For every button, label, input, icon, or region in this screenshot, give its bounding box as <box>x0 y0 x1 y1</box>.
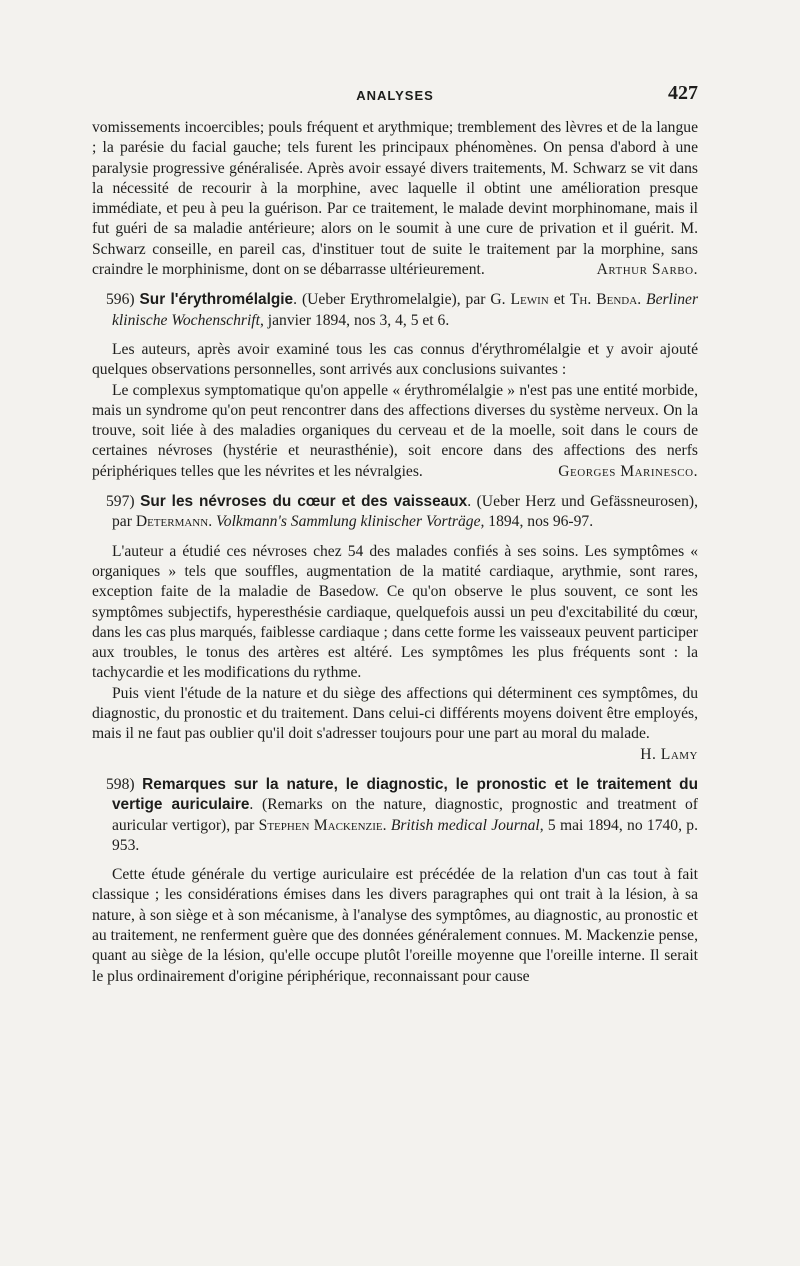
entry-journal: British medical Journal <box>390 816 540 834</box>
entry-journal: Volkmann's Sammlung klinischer Vorträge, <box>215 513 485 531</box>
intro-signature: Arthur Sarbo. <box>596 261 698 279</box>
entry-reference: . <box>382 816 391 834</box>
entry-signature: Georges Marinesco. <box>558 462 698 480</box>
entry-heading <box>92 290 698 331</box>
entry-reference: . (Ueber Herz und Gefässneurosen), par <box>112 493 698 531</box>
entry-paragraph-text: Le complexus symptomatique qu'on appelle « érythromélalgie » n'est pas une entité morbide, mais un syndrome qu'on peut rencontrer dans des affections diverses du système nerveux. On la trouve, soit liée à des maladies organiques du cerveau et de la moelle, soit dans le cours de certaines névroses (hystérie et neurasthénie), soit encore dans des affections des nerfs périphériques telles que les névrites et les névralgies. <box>92 381 698 480</box>
entry-signature: H. Lamy <box>640 745 698 763</box>
entry-number: 597) <box>106 493 135 511</box>
entry-author: Lewin <box>510 291 549 309</box>
entry-heading <box>92 492 698 533</box>
entry-author: Stephen Mackenzie <box>258 816 383 834</box>
entry-paragraph <box>92 684 698 765</box>
entry-number: 598) <box>106 775 135 793</box>
entry-reference: . <box>208 513 216 531</box>
entry-title: Sur l'érythromélalgie <box>139 291 294 309</box>
entry-paragraph: L'auteur a étudié ces névroses chez 54 des malades confiés à ses soins. Les symptômes « organiques » tels que souffles, augmentation de la matité cardiaque, arythmie, sont rares, exception faite de la maladie de Basedow. Ce qu'on observe le plus souvent, ce sont les symptômes subjectifs, hyperesthésie cardiaque, quelquefois aussi un peu d'excitabilité du cœur, dans les cas plus marqués, faiblesse cardiaque ; dans cette forme les vaisseaux peuvent participer aux troubles, le tonus des artères est altéré. Les symptômes les plus fréquents sont : la tachycardie et les modifications du rythme. <box>92 542 698 682</box>
entry-596 <box>92 290 698 482</box>
entry-reference: 1894, nos 96-97. <box>484 513 594 531</box>
page-number: 427 <box>668 82 698 104</box>
entry-598 <box>92 775 698 987</box>
entry-title: Remarques sur la nature, le diagnostic, le pronostic et le traitement du vertige auriculaire <box>112 775 698 814</box>
body-text <box>92 118 698 987</box>
entry-reference: , 5 mai 1894, no 1740, p. 953. <box>112 816 698 854</box>
entry-paragraph-text: Puis vient l'étude de la nature et du siège des affections qui déterminent ces symptômes, du diagnostic, du pronostic et du traitement. Dans celui-ci différents moyens doivent être employés, mais il ne faut pas oublier qu'il doit s'adresser toujours pour une part au moral du malade. <box>92 684 698 743</box>
entry-reference: . (Remarks on the nature, diagnostic, prognostic and treatment of auricular vertigor), par <box>112 796 698 834</box>
entry-author: Determann <box>135 513 209 531</box>
entry-reference: , janvier 1894, nos 3, 4, 5 et 6. <box>259 311 450 329</box>
entry-author: Th. Benda <box>569 291 638 309</box>
entry-reference: . (Ueber Erythromelalgie), par G. <box>293 291 511 309</box>
entry-597 <box>92 492 698 765</box>
entry-paragraph: Cette étude générale du vertige auriculaire est précédée de la relation d'un cas tout à fait classique ; les considérations émises dans les divers paragraphes qui ont trait à la lésion, à sa nature, à son siège et à son mécanisme, à l'analyse des symptômes, au diagnostic, au pronostic et au traitement, ne renferment guère que des données généralement connues. M. Mackenzie pense, quant au siège de la lésion, qu'elle occupe plutôt l'oreille moyenne que l'oreille interne. Il serait le plus ordinairement d'origine périphérique, reconnaissant pour cause <box>92 866 698 985</box>
intro-paragraph <box>92 118 698 280</box>
entry-reference: et <box>548 291 570 309</box>
intro-text: vomissements incoercibles; pouls fréquent et arythmique; tremblement des lèvres et de la langue ; la parésie du facial gauche; tels furent les principaux phénomènes. On pensa d'abord à une paralysie progressive généralisée. Après avoir essayé divers traitements, M. Schwarz se vit dans la nécessité de recourir à la morphine, avec laquelle il obtint une amélioration presque immédiate, et peu à peu la guérison. Par ce traitement, le malade devint morphinomane, mais il fut guéri de sa maladie antérieure; alors on le soumit à une cure de privation et il guérit. M. Schwarz conseille, en pareil cas, d'instituer tout de suite le traitement par la morphine, sans craindre le morphinisme, dont on se débarrasse ultérieurement. <box>92 119 698 279</box>
entry-number: 596) <box>106 291 135 309</box>
page-header <box>92 84 698 108</box>
entry-paragraph: Les auteurs, après avoir examiné tous les cas connus d'érythromélalgie et y avoir ajouté quelques observations personnelles, sont arrivés aux conclusions suivantes : <box>92 340 698 379</box>
entry-title: Sur les névroses du cœur et des vaisseaux <box>140 493 468 511</box>
running-head: ANALYSES <box>356 88 434 103</box>
entry-paragraph <box>92 381 698 482</box>
entry-journal: Berliner klinische Wochenschrift <box>112 291 699 329</box>
entry-heading <box>92 775 698 856</box>
entry-reference: . <box>637 291 647 309</box>
